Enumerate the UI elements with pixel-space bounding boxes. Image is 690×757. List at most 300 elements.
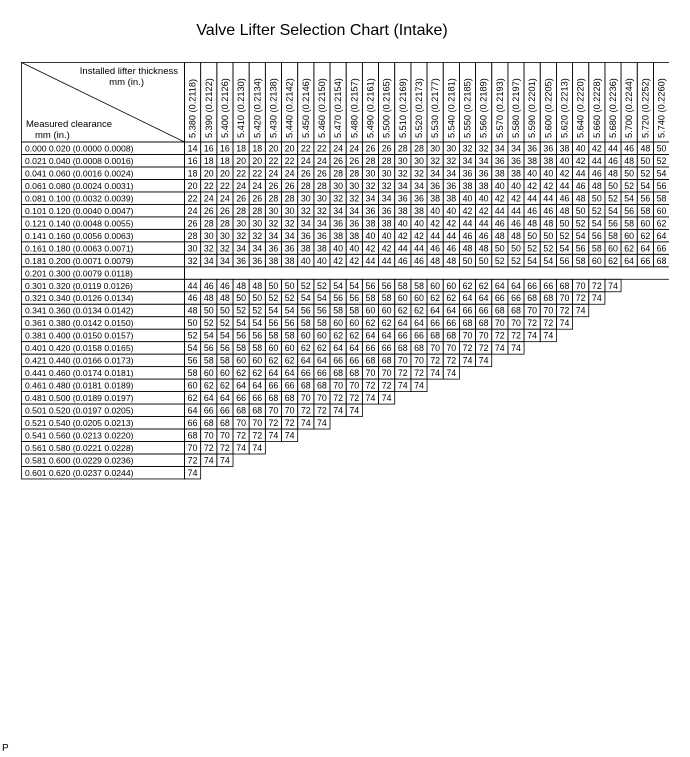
value-cell-text: 26 — [365, 143, 376, 154]
value-cell-text: 42 — [511, 193, 521, 204]
column-header-25: 5.660 (0.2228) — [591, 78, 602, 138]
value-cell-text: 28 — [284, 193, 295, 204]
value-cell-text: 50 — [494, 243, 505, 254]
value-cell-text: 26 — [203, 205, 214, 216]
value-cell-text: 34 — [478, 155, 489, 166]
value-cell-text: 58 — [640, 205, 651, 216]
value-cell-text: 64 — [252, 380, 263, 391]
column-header-4: 5.420 (0.2134) — [252, 78, 263, 138]
value-cell-text: 68 — [220, 418, 230, 429]
value-cell-text: 28 — [349, 168, 360, 179]
value-cell-text: 42 — [414, 230, 424, 241]
value-cell-text: 60 — [414, 293, 424, 304]
value-cell-text: 52 — [559, 230, 570, 241]
value-cell-text: 26 — [284, 180, 295, 191]
value-cell-text: 44 — [478, 218, 489, 229]
value-cell-text: 46 — [414, 255, 424, 266]
value-cell-text: 62 — [462, 280, 473, 291]
value-cell-text: 28 — [203, 218, 214, 229]
value-cell-text: 70 — [559, 293, 570, 304]
value-cell-text: 62 — [268, 355, 279, 366]
column-header-16: 5.540 (0.2181) — [446, 78, 457, 138]
value-cell-text: 56 — [559, 255, 570, 266]
value-cell-text: 30 — [349, 180, 360, 191]
value-cell-text: 74 — [527, 330, 538, 341]
value-cell-text: 48 — [575, 193, 586, 204]
value-cell-text: 68 — [446, 330, 457, 341]
value-cell-text: 64 — [511, 280, 521, 291]
value-cell-text: 32 — [365, 180, 376, 191]
value-cell-text: 44 — [575, 168, 586, 179]
row-label-7: 0.141 0.160 (0.0056 0.0063) — [25, 230, 134, 241]
value-cell-text: 30 — [187, 243, 198, 254]
value-cell-text: 70 — [252, 418, 263, 429]
value-cell-text: 58 — [220, 355, 230, 366]
value-cell-text: 34 — [397, 180, 408, 191]
value-cell-text: 28 — [333, 168, 344, 179]
value-cell-text: 46 — [478, 230, 489, 241]
value-cell-text: 72 — [381, 380, 392, 391]
value-cell-text: 52 — [527, 243, 538, 254]
value-cell-text: 32 — [381, 180, 392, 191]
value-cell-text: 62 — [187, 393, 198, 404]
value-cell-text: 40 — [317, 255, 327, 266]
value-cell-text: 26 — [187, 218, 198, 229]
row-label-17: 0.421 0.440 (0.0166 0.0173) — [25, 355, 134, 366]
value-cell-text: 24 — [317, 155, 327, 166]
column-header-14: 5.520 (0.2173) — [413, 78, 424, 138]
value-cell-text: 66 — [333, 355, 344, 366]
value-cell-text: 68 — [656, 255, 667, 266]
value-cell-text: 18 — [252, 143, 263, 154]
row-label-0: 0.000 0.020 (0.0000 0.0008) — [25, 143, 134, 154]
value-cell-text: 68 — [268, 393, 279, 404]
value-cell-text: 36 — [381, 205, 392, 216]
value-cell-text: 46 — [203, 280, 214, 291]
value-cell-text: 52 — [640, 168, 651, 179]
value-cell-text: 36 — [494, 155, 505, 166]
value-cell-text: 32 — [317, 205, 327, 216]
value-cell-text: 20 — [284, 143, 295, 154]
value-cell-text: 50 — [511, 243, 521, 254]
row-label-11: 0.301 0.320 (0.0119 0.0126) — [25, 280, 133, 291]
value-cell-text: 30 — [300, 193, 311, 204]
value-cell-text: 26 — [381, 143, 392, 154]
value-cell-text: 52 — [236, 305, 246, 316]
value-cell-text: 44 — [608, 143, 618, 154]
value-cell-text: 64 — [300, 355, 311, 366]
value-cell-text: 42 — [575, 155, 586, 166]
value-cell-text: 60 — [430, 280, 441, 291]
value-cell-text: 72 — [446, 355, 457, 366]
value-cell-text: 74 — [575, 305, 586, 316]
value-cell-text: 64 — [462, 293, 473, 304]
value-cell-text: 70 — [284, 405, 295, 416]
value-cell-text: 52 — [608, 193, 618, 204]
value-cell-text: 74 — [236, 443, 246, 453]
value-cell-text: 46 — [527, 205, 538, 216]
row-label-18: 0.441 0.460 (0.0174 0.0181) — [25, 368, 134, 379]
value-cell-text: 56 — [268, 318, 279, 329]
value-cell-text: 64 — [656, 230, 667, 241]
column-header-24: 5.640 (0.2220) — [575, 78, 586, 138]
value-cell-text: 56 — [284, 318, 295, 329]
value-cell-text: 72 — [333, 393, 344, 404]
value-cell-text: 48 — [236, 280, 246, 291]
value-cell-text: 22 — [284, 155, 295, 166]
value-cell-text: 34 — [300, 218, 311, 229]
value-cell-text: 72 — [236, 430, 246, 441]
value-cell-text: 72 — [575, 293, 586, 304]
column-header-7: 5.450 (0.2146) — [300, 78, 311, 138]
row-label-8: 0.161 0.180 (0.0063 0.0071) — [25, 243, 134, 254]
value-cell-text: 74 — [349, 405, 360, 416]
value-cell-text: 38 — [300, 243, 311, 254]
value-cell-text: 58 — [203, 355, 214, 366]
value-cell-text: 32 — [446, 155, 457, 166]
value-cell-text: 68 — [494, 305, 505, 316]
value-cell-text: 22 — [317, 143, 327, 154]
value-cell-text: 28 — [252, 205, 263, 216]
value-cell-text: 54 — [656, 168, 667, 179]
value-cell-text: 60 — [203, 368, 214, 379]
value-cell-text: 64 — [446, 305, 457, 316]
value-cell-text: 32 — [462, 143, 473, 154]
value-cell-text: 16 — [203, 143, 214, 154]
value-cell-text: 56 — [236, 330, 246, 341]
value-cell-text: 56 — [624, 205, 635, 216]
value-cell-text: 46 — [462, 230, 473, 241]
value-cell-text: 58 — [397, 280, 408, 291]
value-cell-text: 42 — [333, 255, 344, 266]
value-cell-text: 62 — [365, 318, 376, 329]
value-cell-text: 74 — [284, 430, 295, 441]
value-cell-text: 30 — [220, 230, 230, 241]
value-cell-text: 62 — [300, 343, 311, 354]
column-header-27: 5.700 (0.2244) — [624, 78, 635, 138]
value-cell-text: 50 — [187, 318, 198, 329]
value-cell-text: 68 — [478, 318, 489, 329]
value-cell-text: 38 — [559, 143, 570, 154]
value-cell-text: 36 — [300, 230, 311, 241]
value-cell-text: 58 — [268, 330, 279, 341]
value-cell-text: 42 — [381, 243, 392, 254]
value-cell-text: 72 — [300, 405, 311, 416]
value-cell-text: 72 — [559, 305, 570, 316]
value-cell-text: 36 — [478, 168, 489, 179]
value-cell-text: 48 — [608, 168, 618, 179]
value-cell-text: 68 — [317, 380, 327, 391]
value-cell-text: 70 — [187, 443, 198, 453]
value-cell-text: 58 — [575, 255, 586, 266]
value-cell-text: 50 — [268, 280, 279, 291]
value-cell-text: 70 — [494, 318, 505, 329]
value-cell-text: 68 — [203, 418, 214, 429]
value-cell-text: 36 — [414, 193, 424, 204]
value-cell-text: 52 — [656, 155, 667, 166]
column-header-19: 5.570 (0.2193) — [494, 78, 505, 138]
value-cell-text: 60 — [300, 330, 311, 341]
value-cell-text: 50 — [478, 255, 489, 266]
value-cell-text: 70 — [203, 430, 214, 441]
value-cell-text: 66 — [397, 330, 408, 341]
value-cell-text: 48 — [559, 205, 570, 216]
column-header-10: 5.480 (0.2157) — [349, 78, 360, 138]
value-cell-text: 70 — [397, 355, 408, 366]
value-cell-text: 54 — [236, 318, 246, 329]
value-cell-text: 36 — [268, 243, 279, 254]
value-cell-text: 30 — [381, 168, 392, 179]
value-cell-text: 24 — [187, 205, 198, 216]
value-cell-text: 54 — [333, 280, 344, 291]
value-cell-text: 60 — [446, 280, 457, 291]
row-label-1: 0.021 0.040 (0.0008 0.0016) — [25, 155, 134, 166]
value-cell-text: 38 — [478, 180, 489, 191]
value-cell-text: 38 — [333, 230, 344, 241]
value-cell-text: 42 — [397, 230, 408, 241]
value-cell-text: 68 — [397, 343, 408, 354]
value-cell-text: 66 — [381, 343, 392, 354]
value-cell-text: 66 — [236, 393, 246, 404]
value-cell-text: 48 — [187, 305, 198, 316]
row-label-13: 0.341 0.360 (0.0134 0.0142) — [25, 305, 134, 316]
value-cell-text: 60 — [220, 368, 230, 379]
value-cell-text: 58 — [624, 218, 635, 229]
value-cell-text: 64 — [430, 305, 441, 316]
value-cell-text: 54 — [349, 280, 360, 291]
column-header-29: 5.740 (0.2260) — [656, 78, 667, 138]
value-cell-text: 72 — [430, 355, 441, 366]
value-cell-text: 30 — [236, 218, 246, 229]
value-cell-text: 56 — [187, 355, 198, 366]
column-header-17: 5.550 (0.2185) — [462, 78, 473, 138]
value-cell-text: 52 — [511, 255, 521, 266]
value-cell-text: 34 — [414, 180, 424, 191]
value-cell-text: 44 — [494, 205, 505, 216]
value-cell-text: 32 — [478, 143, 489, 154]
value-cell-text: 32 — [203, 243, 214, 254]
value-cell-text: 60 — [624, 230, 635, 241]
column-header-8: 5.460 (0.2150) — [316, 78, 327, 138]
value-cell-text: 46 — [624, 143, 635, 154]
value-cell-text: 70 — [575, 280, 586, 291]
value-cell-text: 48 — [430, 255, 441, 266]
value-cell-text: 50 — [203, 305, 214, 316]
value-cell-text: 20 — [236, 155, 246, 166]
value-cell-text: 40 — [333, 243, 344, 254]
measured-clearance-unit: mm (in.) — [35, 130, 70, 141]
row-label-21: 0.501 0.520 (0.0197 0.0205) — [25, 405, 134, 416]
value-cell-text: 52 — [284, 293, 295, 304]
value-cell-text: 74 — [268, 430, 279, 441]
value-cell-text: 16 — [187, 155, 198, 166]
value-cell-text: 60 — [381, 305, 392, 316]
value-cell-text: 38 — [284, 255, 295, 266]
value-cell-text: 66 — [317, 368, 327, 379]
column-header-28: 5.720 (0.2252) — [640, 78, 651, 138]
value-cell-text: 36 — [349, 218, 360, 229]
value-cell-text: 56 — [365, 280, 376, 291]
value-cell-text: 46 — [543, 205, 554, 216]
value-cell-text: 62 — [349, 330, 360, 341]
value-cell-text: 66 — [478, 305, 489, 316]
value-cell-text: 38 — [397, 205, 408, 216]
value-cell-text: 48 — [511, 230, 521, 241]
value-cell-text: 46 — [494, 218, 505, 229]
value-cell-text: 66 — [220, 405, 230, 416]
value-cell-text: 42 — [430, 218, 441, 229]
value-cell-text: 60 — [252, 355, 263, 366]
value-cell-text: 22 — [236, 168, 246, 179]
value-cell-text: 58 — [317, 318, 327, 329]
value-cell-text: 66 — [494, 293, 505, 304]
value-cell-text: 56 — [575, 243, 586, 254]
value-cell-text: 32 — [300, 205, 311, 216]
value-cell-text: 40 — [430, 205, 441, 216]
value-cell-text: 36 — [462, 168, 473, 179]
column-header-20: 5.580 (0.2197) — [510, 78, 521, 138]
row-label-4: 0.081 0.100 (0.0032 0.0039) — [25, 193, 134, 204]
value-cell-text: 34 — [333, 205, 344, 216]
value-cell-text: 66 — [462, 305, 473, 316]
value-cell-text: 58 — [187, 368, 198, 379]
value-cell-text: 70 — [527, 305, 538, 316]
value-cell-text: 52 — [187, 330, 198, 341]
column-header-9: 5.470 (0.2154) — [333, 78, 344, 138]
value-cell-text: 20 — [268, 143, 279, 154]
value-cell-text: 42 — [446, 218, 457, 229]
value-cell-text: 58 — [252, 343, 263, 354]
value-cell-text: 68 — [333, 368, 344, 379]
value-cell-text: 52 — [252, 305, 263, 316]
value-cell-text: 70 — [317, 393, 327, 404]
value-cell-text: 58 — [300, 318, 311, 329]
value-cell-text: 44 — [446, 230, 457, 241]
row-label-26: 0.601 0.620 (0.0237 0.0244) — [25, 467, 134, 478]
value-cell-text: 36 — [430, 180, 441, 191]
value-cell-text: 52 — [494, 255, 505, 266]
value-cell-text: 24 — [203, 193, 214, 204]
value-cell-text: 72 — [220, 443, 230, 453]
value-cell-text: 26 — [333, 155, 344, 166]
value-cell-text: 26 — [300, 168, 311, 179]
value-cell-text: 44 — [430, 230, 441, 241]
value-cell-text: 36 — [284, 243, 295, 254]
value-cell-text: 40 — [527, 168, 538, 179]
value-cell-text: 74 — [300, 418, 311, 429]
value-cell-text: 24 — [349, 143, 360, 154]
value-cell-text: 74 — [478, 355, 489, 366]
value-cell-text: 58 — [414, 280, 424, 291]
value-cell-text: 56 — [349, 293, 360, 304]
value-cell-text: 36 — [236, 255, 246, 266]
value-cell-text: 56 — [640, 193, 651, 204]
value-cell-text: 64 — [640, 243, 651, 254]
row-label-12: 0.321 0.340 (0.0126 0.0134) — [25, 293, 134, 304]
value-cell-text: 32 — [268, 218, 279, 229]
value-cell-text: 70 — [478, 330, 489, 341]
value-cell-text: 28 — [268, 193, 279, 204]
value-cell-text: 26 — [268, 180, 279, 191]
value-cell-text: 50 — [624, 168, 635, 179]
value-cell-text: 56 — [252, 330, 263, 341]
value-cell-text: 28 — [365, 155, 376, 166]
value-cell-text: 72 — [494, 330, 505, 341]
value-cell-text: 48 — [203, 293, 214, 304]
value-cell-text: 38 — [543, 155, 554, 166]
value-cell-text: 50 — [462, 255, 473, 266]
value-cell-text: 74 — [203, 455, 214, 466]
value-cell-text: 34 — [284, 230, 295, 241]
value-cell-text: 72 — [414, 368, 424, 379]
row-label-20: 0.481 0.500 (0.0189 0.0197) — [25, 393, 134, 404]
value-cell-text: 60 — [333, 318, 344, 329]
value-cell-text: 50 — [591, 193, 602, 204]
value-cell-text: 48 — [478, 243, 489, 254]
value-cell-text: 62 — [284, 355, 295, 366]
value-cell-text: 72 — [203, 443, 214, 453]
row-label-22: 0.521 0.540 (0.0205 0.0213) — [25, 418, 134, 429]
value-cell-text: 44 — [559, 180, 570, 191]
column-header-12: 5.500 (0.2165) — [381, 78, 392, 138]
value-cell-text: 62 — [236, 368, 246, 379]
value-cell-text: 32 — [430, 155, 441, 166]
value-cell-text: 74 — [462, 355, 473, 366]
value-cell-text: 54 — [300, 293, 311, 304]
value-cell-text: 40 — [543, 168, 554, 179]
value-cell-text: 70 — [300, 393, 311, 404]
value-cell-text: 68 — [430, 330, 441, 341]
value-cell-text: 44 — [527, 193, 538, 204]
value-cell-text: 48 — [252, 280, 263, 291]
value-cell-text: 68 — [187, 430, 198, 441]
value-cell-text: 26 — [220, 205, 230, 216]
value-cell-text: 68 — [300, 380, 311, 391]
value-cell-text: 38 — [317, 243, 327, 254]
value-cell-text: 46 — [591, 168, 602, 179]
value-cell-text: 60 — [284, 343, 295, 354]
value-cell-text: 60 — [591, 255, 602, 266]
value-cell-text: 24 — [333, 143, 344, 154]
value-cell-text: 36 — [446, 180, 457, 191]
value-cell-text: 58 — [608, 230, 618, 241]
value-cell-text: 68 — [527, 293, 538, 304]
value-cell-text: 42 — [349, 255, 360, 266]
value-cell-text: 42 — [559, 168, 570, 179]
value-cell-text: 34 — [462, 155, 473, 166]
value-cell-text: 40 — [511, 180, 521, 191]
column-header-26: 5.680 (0.2236) — [608, 78, 619, 138]
value-cell-text: 54 — [543, 255, 554, 266]
value-cell-text: 34 — [349, 205, 360, 216]
value-cell-text: 48 — [640, 143, 651, 154]
value-cell-text: 70 — [381, 368, 392, 379]
value-cell-text: 26 — [252, 193, 263, 204]
value-cell-text: 42 — [494, 193, 505, 204]
value-cell-text: 54 — [268, 305, 279, 316]
value-cell-text: 62 — [624, 243, 635, 254]
value-cell-text: 74 — [559, 318, 570, 329]
installed-thickness-unit: mm (in.) — [109, 77, 144, 88]
value-cell-text: 74 — [333, 405, 344, 416]
value-cell-text: 30 — [317, 193, 327, 204]
value-cell-text: 30 — [446, 143, 457, 154]
value-cell-text: 48 — [220, 293, 230, 304]
value-cell-text: 32 — [414, 168, 424, 179]
value-cell-text: 50 — [559, 218, 570, 229]
value-cell-text: 70 — [236, 418, 246, 429]
value-cell-text: 34 — [381, 193, 392, 204]
